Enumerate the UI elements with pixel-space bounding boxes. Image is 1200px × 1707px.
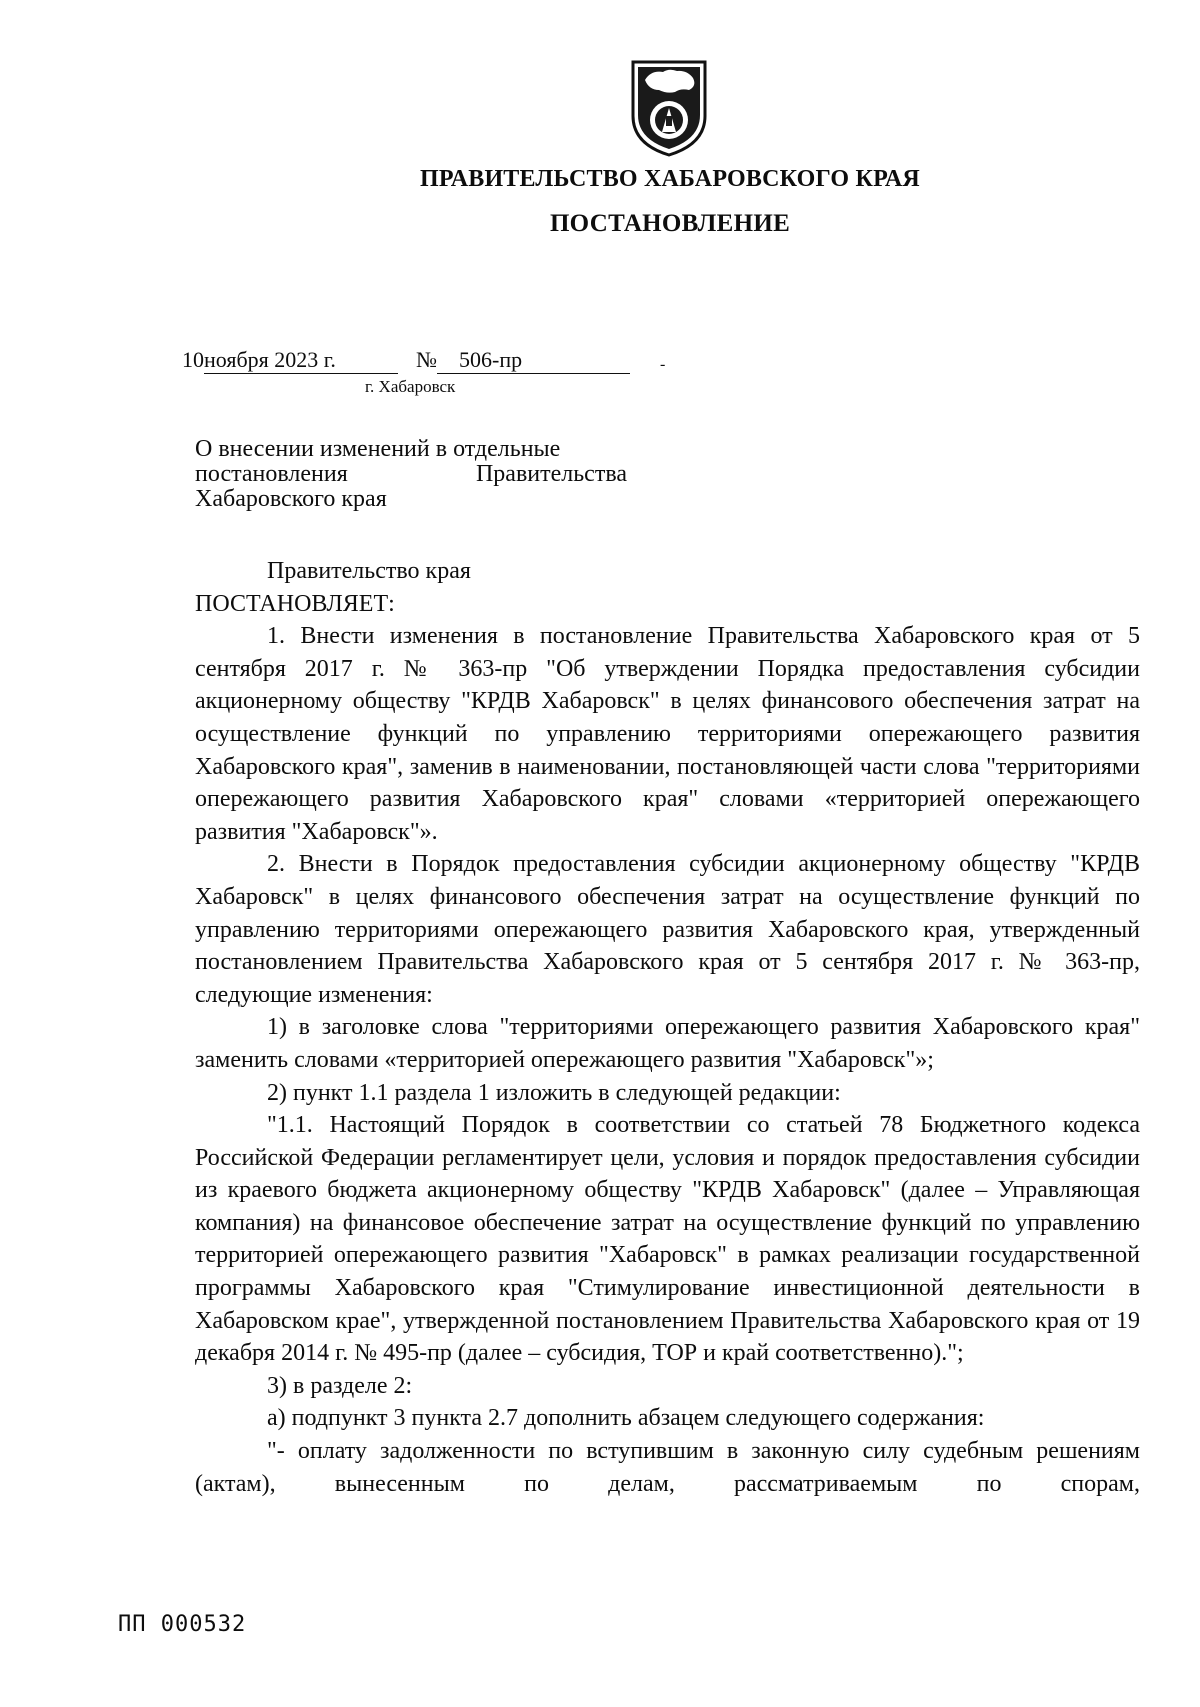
document-body [195,555,1140,1500]
number-sign: № [416,347,437,372]
subject [195,437,627,512]
coat-of-arms-icon [629,58,709,158]
date-day: 10 [182,347,204,372]
gap-line [374,347,398,374]
document-type: ПОСТАНОВЛЕНИЕ [549,210,791,237]
paragraph-8: "- оплату задолженности по вступившим в законную силу судебным решениям (актам), вынесенным по делам, рассматриваемым по спорам, [195,1438,1140,1497]
paragraph-3: 1) в заголовке слова "территориями опережающего развития Хабаровского края" заменить словами «территорией опережающего развития "Хабаровск"»; [195,1014,1140,1073]
subject-line-2: постановления Правительства [195,461,627,487]
city: г. Хабаровск [365,377,456,396]
paragraph-2: 2. Внести в Порядок предоставления субсидии акционерному обществу "КРДВ Хабаровск" в целях финансового обеспечения затрат на осуществление функций по управлению территориями опережающего развития Хабаровского края, утвержденный постановлением Правительства Хабаровского края от 5 сентября 2017 г. № 363-пр, следующие изменения: [195,851,1140,1008]
paragraph-1: 1. Внести изменения в постановление Правительства Хабаровского края от 5 сентября 2017 г. № 363-пр "Об утверждении Порядка предоставления субсидии акционерному обществу "КРДВ Хабаровск" в целях финансового обеспечения затрат на осуществление функций по управлению территориями опережающего развития Хабаровского края", заменив в наименовании, постановляющей части слова "территориями опережающего развития Хабаровского края" словами «территорией опережающего развития "Хабаровск"». [195,623,1140,845]
preamble-line-1: Правительство края [267,558,471,584]
number-field: 506-пр [437,347,630,374]
subject-line-3: Хабаровского края [195,486,387,512]
organization-title: ПРАВИТЕЛЬСТВО ХАБАРОВСКОГО КРАЯ [420,166,920,192]
date-field: ноября 2023 г. [204,347,374,374]
paragraph-7: а) подпункт 3 пункта 2.7 дополнить абзацем следующего содержания: [267,1405,985,1432]
form-number: ПП 000532 [118,1612,247,1637]
paragraph-4: 2) пункт 1.1 раздела 1 изложить в следующей редакции: [267,1079,841,1106]
subject-line-1: О внесении изменений в отдельные [195,436,561,462]
paragraph-6: 3) в разделе 2: [267,1372,413,1399]
date-number-line [182,347,630,374]
stray-mark: - [660,356,666,373]
paragraph-5: "1.1. Настоящий Порядок в соответствии со статьей 78 Бюджетного кодекса Российской Федерации регламентирует цели, условия и порядок предоставления субсидии из краевого бюджета акционерному обществу "КРДВ Хабаровск" (далее – Управляющая компания) на финансовое обеспечение затрат на осуществление функций по управлению территорией опережающего развития "Хабаровск" в рамках реализации государственной программы Хабаровского края "Стимулирование инвестиционной деятельности в Хабаровском крае", утвержденной постановлением Правительства Хабаровского края от 19 декабря 2014 г. № 495-пр (далее – субсидия, ТОР и край соответственно)."; [195,1112,1140,1367]
preamble-line-2: ПОСТАНОВЛЯЕТ: [195,590,395,617]
